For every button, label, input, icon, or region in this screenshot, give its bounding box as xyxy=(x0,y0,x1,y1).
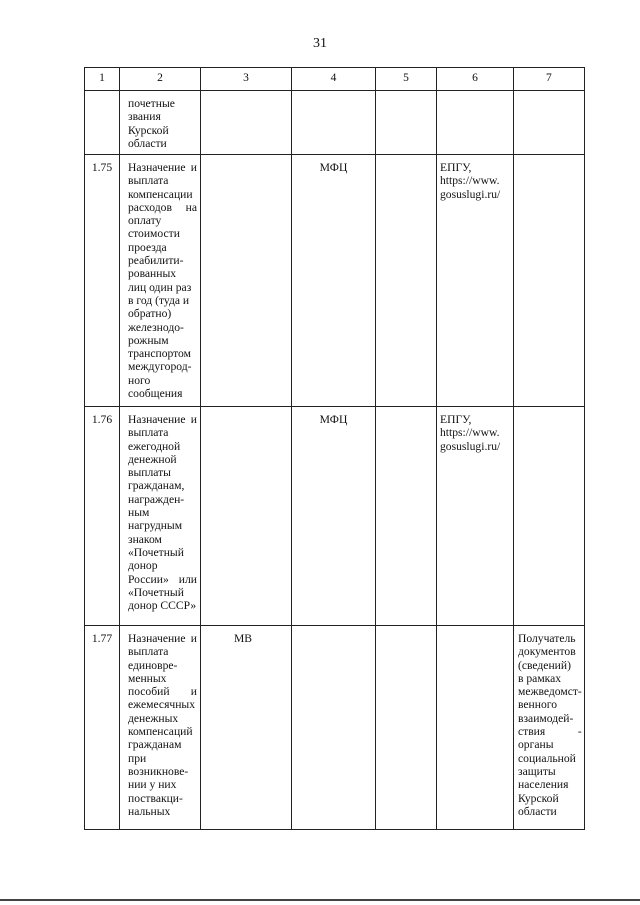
cell-text-line: транспортом xyxy=(128,347,191,361)
cell-text-line: (сведений) xyxy=(518,658,571,672)
cell-text-line: железнодо- xyxy=(128,320,184,334)
cell-text-line: сообщения xyxy=(128,387,183,401)
cell-text-line: поствакци- xyxy=(128,791,183,805)
cell-text-line: ежемесячных xyxy=(128,698,196,712)
cell-text-line: менных xyxy=(128,671,167,685)
cell-text-line: в рамках xyxy=(518,671,562,685)
cell-text-line: возникнове- xyxy=(128,764,189,778)
col4-cell: МФЦ xyxy=(292,155,376,407)
header-cell: 7 xyxy=(514,68,585,91)
row-number-cell: 1.76 xyxy=(85,407,120,626)
cell-text-line: области xyxy=(128,136,167,150)
col3-cell xyxy=(201,407,292,626)
cell-text-line: https://www. xyxy=(440,174,500,188)
cell-text-line: денежной xyxy=(128,452,177,466)
cell-text-line: выплаты xyxy=(128,466,171,480)
cell-text-line: gosuslugi.ru/ xyxy=(440,187,501,201)
col7-cell xyxy=(514,155,585,407)
cell-text-line: при xyxy=(128,751,147,765)
cell-text-line: гражданам xyxy=(128,738,182,752)
cell-text-line: «Почетный xyxy=(128,545,184,559)
col6-cell xyxy=(437,626,514,830)
cell-text-line: стоимости xyxy=(128,227,180,241)
cell-text-line: Назначение и xyxy=(128,413,197,426)
cell-text-line: Назначение и xyxy=(128,632,197,645)
cell-text-line: ствия - xyxy=(518,725,582,739)
col6-cell xyxy=(437,407,514,626)
cell-text-line: денежных xyxy=(128,711,179,725)
cell-text-line: России» или xyxy=(128,572,197,586)
cell-text-line: оплату xyxy=(128,214,162,228)
col4-cell xyxy=(292,91,376,155)
cell-text-line: компенсации xyxy=(128,187,193,201)
cell-text-line: ЕПГУ, xyxy=(440,161,472,174)
cell-text-line: взаимодей- xyxy=(518,711,574,725)
cell-text-line: Получатель xyxy=(518,632,576,645)
cell-text-line: проезда xyxy=(128,240,167,254)
col6-cell xyxy=(437,91,514,155)
cell-text-line: рованных xyxy=(128,267,177,281)
header-cell: 2 xyxy=(120,68,201,91)
cell-text-line: пособий и xyxy=(128,685,197,699)
cell-text-line: Назначение и xyxy=(128,161,197,174)
cell-text-line: выплата xyxy=(128,174,169,188)
header-cell: 5 xyxy=(376,68,437,91)
service-name-cell xyxy=(120,626,201,830)
col7-cell xyxy=(514,626,585,830)
table-header-row xyxy=(85,68,585,91)
cell-text-line: выплата xyxy=(128,645,169,659)
cell-text-line: «Почетный xyxy=(128,585,184,599)
header-cell: 1 xyxy=(85,68,120,91)
cell-text-line: защиты xyxy=(518,764,556,778)
header-cell: 6 xyxy=(437,68,514,91)
cell-text-line: нии у них xyxy=(128,778,177,792)
col4-cell: МФЦ xyxy=(292,407,376,626)
row-number-cell: 1.77 xyxy=(85,626,120,830)
cell-text-line: венного xyxy=(518,698,558,712)
header-cell: 4 xyxy=(292,68,376,91)
cell-text-line: документов xyxy=(518,645,576,659)
cell-text-line: выплата xyxy=(128,426,169,440)
cell-text-line: ным xyxy=(128,506,150,520)
cell-text-line: междугород- xyxy=(128,360,192,374)
col3-cell xyxy=(201,91,292,155)
cell-text-line: награжден- xyxy=(128,492,185,506)
cell-text-line: в год (туда и xyxy=(128,293,190,307)
service-name-cell xyxy=(120,407,201,626)
cell-text-line: нагрудным xyxy=(128,519,183,533)
cell-text-line: обратно) xyxy=(128,307,172,321)
cell-text-line: межведомст- xyxy=(518,685,582,699)
cell-text-line: компенсаций xyxy=(128,725,193,739)
row-number-cell: 1.75 xyxy=(85,155,120,407)
col3-cell: МВ xyxy=(201,626,292,830)
cell-text-line: ного xyxy=(128,373,151,387)
cell-text-line: области xyxy=(518,804,557,818)
table-row xyxy=(85,91,585,155)
cell-text-line: единовре- xyxy=(128,658,178,672)
cell-text-line: почетные xyxy=(128,97,175,110)
col5-cell xyxy=(376,91,437,155)
col3-cell xyxy=(201,155,292,407)
col7-cell xyxy=(514,91,585,155)
col5-cell xyxy=(376,626,437,830)
header-cell: 3 xyxy=(201,68,292,91)
cell-text-line: лиц один раз xyxy=(128,280,192,294)
col5-cell xyxy=(376,155,437,407)
cell-text-line: населения xyxy=(518,778,569,792)
cell-text-line: звания xyxy=(128,110,161,124)
cell-text-line: донор xyxy=(128,559,158,573)
cell-text-line: рожным xyxy=(128,333,169,347)
row-number-cell xyxy=(85,91,120,155)
cell-text-line: расходов на xyxy=(128,200,197,214)
services-table xyxy=(84,67,585,830)
col7-cell xyxy=(514,407,585,626)
table-row xyxy=(85,407,585,626)
cell-text-line: https://www. xyxy=(440,426,500,440)
cell-text-line: реабилити- xyxy=(128,254,184,268)
cell-text-line: нальных xyxy=(128,804,171,818)
cell-text-line: ежегодной xyxy=(128,439,181,453)
cell-text-line: Курской xyxy=(128,123,169,137)
col6-cell xyxy=(437,155,514,407)
cell-text-line: gosuslugi.ru/ xyxy=(440,439,501,453)
table-row xyxy=(85,626,585,830)
table-row xyxy=(85,155,585,407)
col4-cell xyxy=(292,626,376,830)
page-bottom-edge xyxy=(0,899,640,901)
cell-text-line: гражданам, xyxy=(128,479,185,493)
page-number: 31 xyxy=(313,36,327,51)
service-name-cell xyxy=(120,155,201,407)
col5-cell xyxy=(376,407,437,626)
cell-text-line: органы xyxy=(518,738,554,752)
cell-text-line: социальной xyxy=(518,751,576,765)
service-name-cell xyxy=(120,91,201,155)
cell-text-line: донор СССР» xyxy=(128,599,197,613)
cell-text-line: Курской xyxy=(518,791,559,805)
cell-text-line: ЕПГУ, xyxy=(440,413,472,426)
cell-text-line: знаком xyxy=(128,532,162,546)
